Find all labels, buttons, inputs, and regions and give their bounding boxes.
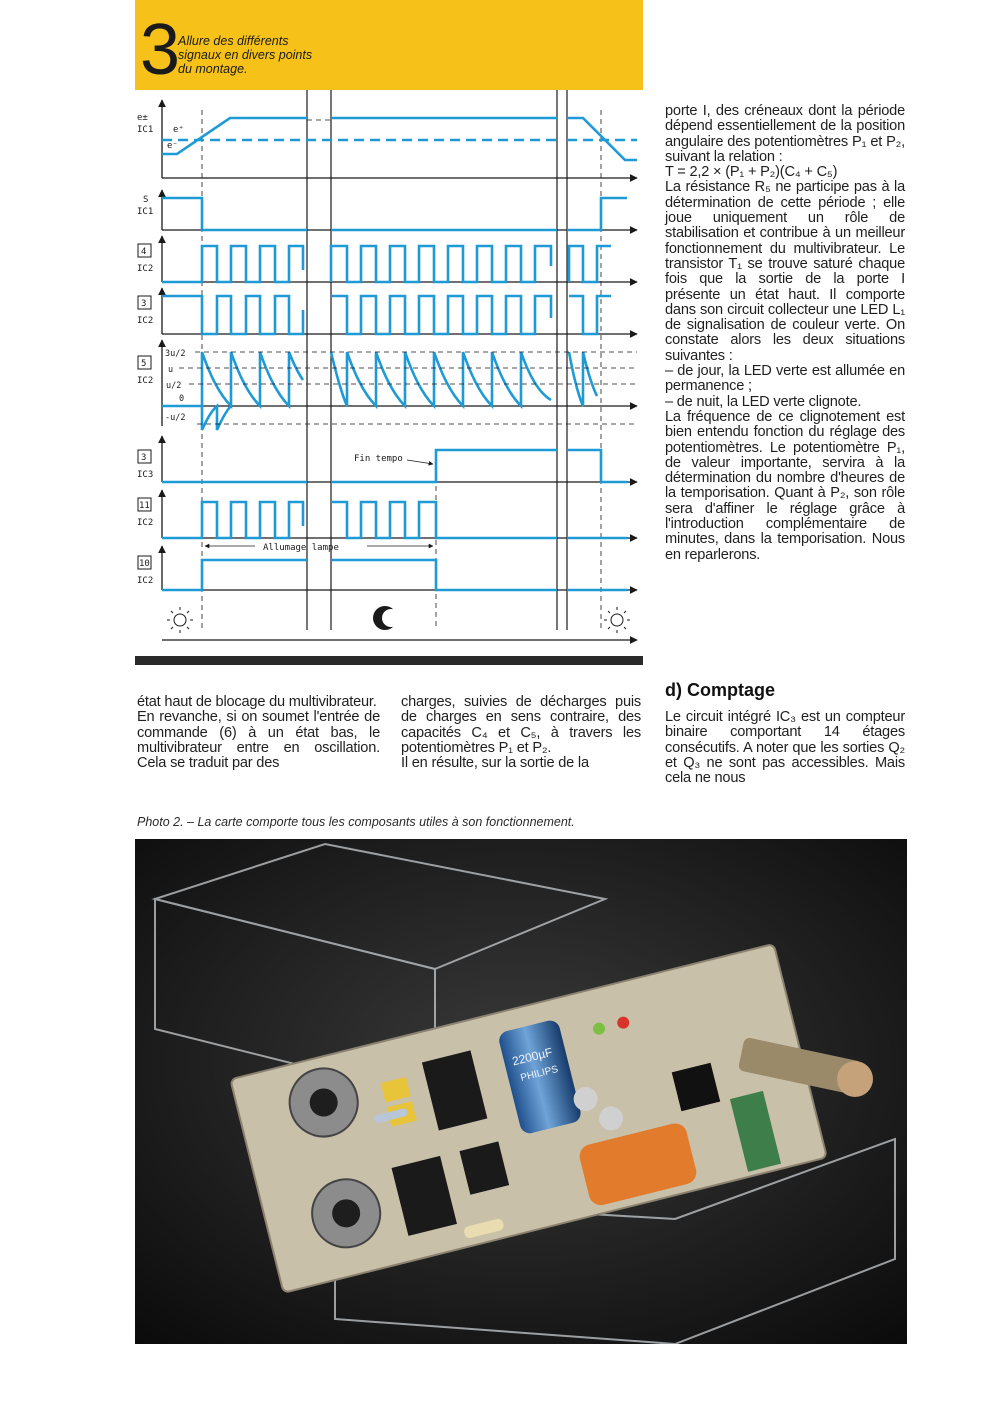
moon-icon — [373, 606, 400, 630]
text-column-b — [401, 695, 641, 771]
svg-text:IC2: IC2 — [137, 376, 154, 386]
e-minus-label: e⁻ — [167, 141, 178, 151]
row-label-s-ic1: S IC1 — [137, 195, 154, 217]
list-item: – de jour, la LED verte est allumée en permanence ; — [665, 363, 905, 395]
figure-number: 3 — [140, 10, 181, 90]
figure-caption-line: du montage. — [178, 62, 248, 76]
signal-traces — [162, 118, 637, 590]
svg-text:3: 3 — [141, 453, 147, 463]
svg-text:IC2: IC2 — [137, 518, 154, 528]
figure-caption-line: Allure des différents — [178, 34, 289, 48]
figure-caption — [178, 34, 353, 76]
paragraph: La résistance R₅ ne participe pas à la détermination de cette période ; elle joue uniquement un rôle de stabilisation et contribue à un meilleur fonctionnement du multivibrateur. Le transistor T₁ se trouve saturé chaque fois que la sortie de la porte I présente un état haut. Il comporte dans son circuit collecteur une LED L₁ de signalisation de couleur verte. On constate alors les deux situations suivantes : — [665, 179, 905, 364]
svg-text:IC2: IC2 — [137, 316, 154, 326]
fin-tempo-label: Fin tempo — [354, 454, 403, 464]
capacitor-label: 2200µF — [510, 1044, 554, 1069]
svg-text:IC2: IC2 — [137, 264, 154, 274]
svg-text:-u/2: -u/2 — [165, 413, 186, 423]
list-item: – de nuit, la LED verte clignote. — [665, 393, 862, 410]
bottom-rule — [135, 656, 643, 665]
level-labels — [165, 349, 185, 423]
section-heading: d) Comptage — [665, 680, 775, 700]
paragraph: La fréquence de ce clignotement est bien entendu fonction du réglage des potentiomètres. Le potentiomètre P₁, de valeur importante, servira à la détermination du nombre d'heures de la temporisation. Quant à P₂, son rôle sera d'affiner le réglage grâce à l'introduction complémentaire de minutes, dans la temporisation. Nous en reparlerons. — [665, 408, 905, 563]
timing-diagram — [135, 90, 643, 666]
trace-ic2-3 — [162, 296, 611, 334]
paragraph: En revanche, si on soumet l'entrée de commande (6) à un état bas, le multivibrateur entre en oscillation. Cela se traduit par des — [137, 709, 380, 772]
svg-text:5: 5 — [141, 359, 147, 369]
dashed-guides — [202, 110, 601, 630]
svg-text:u/2: u/2 — [166, 381, 182, 391]
e-plus-label: e⁺ — [173, 125, 184, 135]
svg-text:3: 3 — [141, 299, 147, 309]
trace-ic2-5 — [162, 352, 597, 430]
row-label-e-ic1: e± IC1 — [137, 113, 154, 135]
svg-text:10: 10 — [139, 559, 150, 569]
paragraph: Il en résulte, sur la sortie de la — [401, 755, 589, 772]
svg-text:u: u — [168, 365, 174, 375]
text-column-c — [665, 710, 905, 786]
trace-ic2-4 — [162, 246, 611, 282]
svg-text:0: 0 — [179, 394, 185, 404]
photo-caption: Photo 2. – La carte comporte tous les composants utiles à son fonctionnement. — [137, 815, 575, 829]
svg-text:IC2: IC2 — [137, 576, 154, 586]
svg-text:IC3: IC3 — [137, 470, 154, 480]
svg-text:4: 4 — [141, 247, 147, 257]
text-column-right-top — [665, 104, 905, 563]
text-column-a — [137, 695, 380, 771]
paragraph: porte I, des créneaux dont la période dépend essentiellement de la position angulaire des potentiomètres P₁ et P₂, suivant la relation : — [665, 103, 905, 165]
svg-text:3u/2: 3u/2 — [165, 349, 186, 359]
formula: T = 2,2 × (P₁ + P₂)(C₄ + C₅) — [665, 164, 838, 181]
capacitor-brand: PHILIPS — [519, 1063, 560, 1084]
paragraph: état haut de blocage du multivibrateur. — [137, 694, 377, 710]
paragraph: charges, suivies de décharges puis de charges en sens contraire, des capacités C₄ et C₅, à travers les potentiomètres P₁ et P₂. — [401, 694, 641, 756]
svg-text:11: 11 — [139, 501, 150, 511]
circuit-board-photo — [135, 839, 907, 1344]
allumage-label: Allumage lampe — [263, 543, 339, 553]
figure-caption-line: signaux en divers points — [178, 48, 313, 62]
sun-icon — [167, 607, 193, 633]
sun-icon — [604, 607, 630, 633]
pin-labels — [137, 244, 153, 586]
paragraph: Le circuit intégré IC₃ est un compteur binaire comportant 14 étages consécutifs. A noter que les sorties Q₂ et Q₃ ne sont pas accessibles. Mais cela ne nous — [665, 709, 905, 787]
